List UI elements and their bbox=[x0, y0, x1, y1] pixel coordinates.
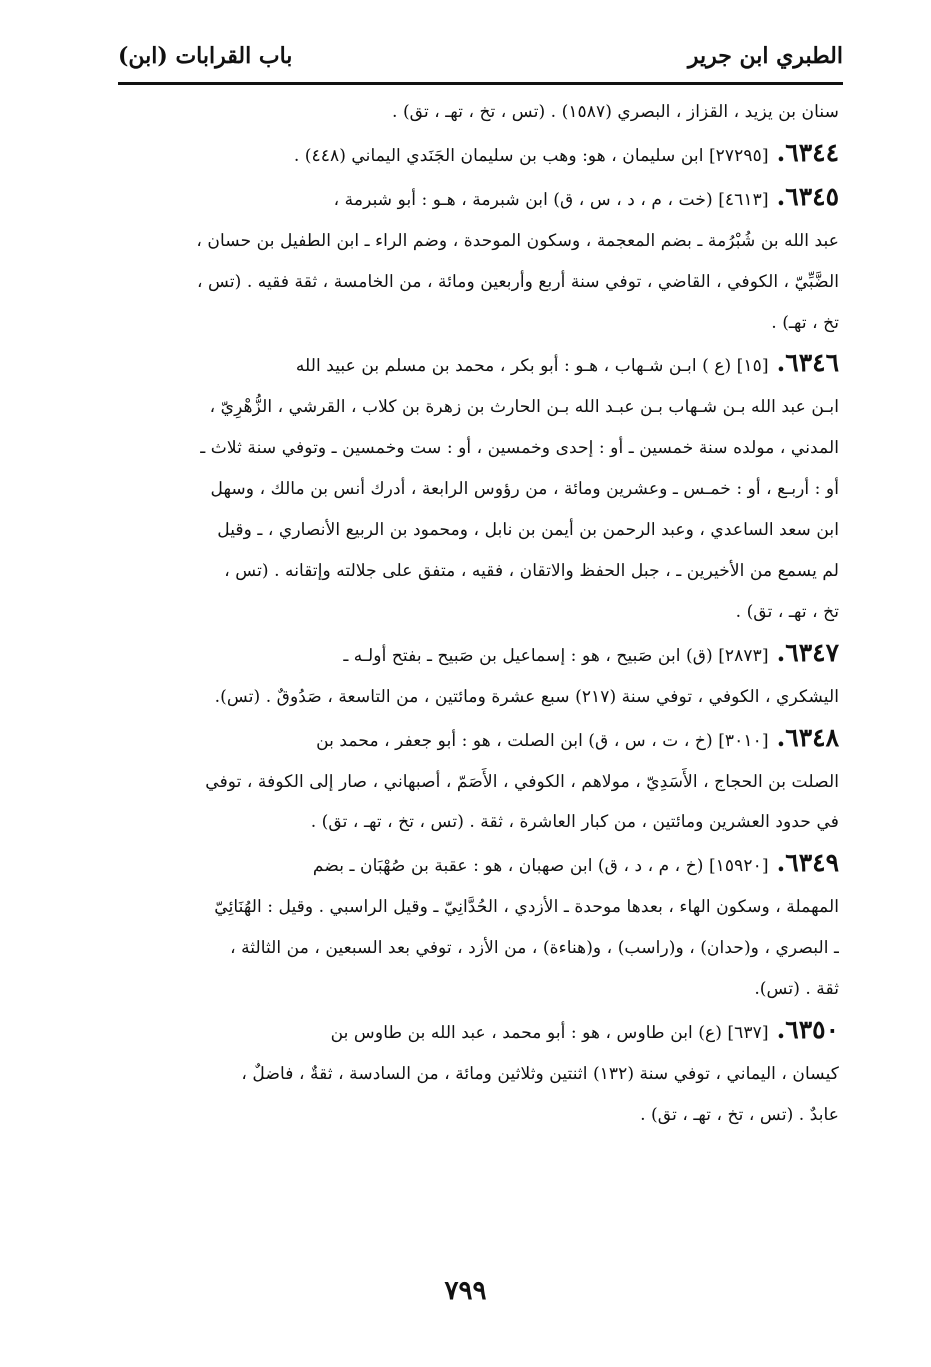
header-divider bbox=[118, 82, 843, 85]
entry-line bbox=[130, 677, 839, 718]
entry-text: [٣٠١٠] (خ ، ت ، س ، ق) ابن الصلت ، هو : أبو جعفر ، محمد بن bbox=[316, 730, 769, 751]
header-chapter-title: باب القرابات (ابن) bbox=[118, 43, 293, 69]
entry-line bbox=[130, 303, 839, 344]
entry-line bbox=[130, 510, 839, 551]
entry-text: ثقة . (تس). bbox=[754, 979, 839, 1000]
entry-number: ٦٣٤٦. bbox=[776, 348, 839, 378]
biography-entry bbox=[130, 718, 839, 844]
biography-entry bbox=[130, 343, 839, 632]
entry-line bbox=[130, 343, 839, 387]
entry-line bbox=[130, 1054, 839, 1095]
entry-line bbox=[130, 177, 839, 221]
entry-line bbox=[130, 262, 839, 303]
page-number: ٧٩٩ bbox=[444, 1276, 487, 1306]
entry-text: ابـن عبد الله بـن شـهاب بـن عبـد الله بـن الحارث بن زهرة بن كلاب ، القرشي ، الزُّهْرِيّ ، bbox=[209, 397, 839, 418]
entry-line bbox=[130, 633, 839, 677]
entry-text: كيسان ، اليماني ، توفي سنة (١٣٢) اثنتين وثلاثين ومائة ، من السادسة ، ثقةٌ ، فاضلٌ ، bbox=[241, 1063, 839, 1084]
entry-number: ٦٣٤٨. bbox=[776, 722, 839, 752]
entry-number: ٦٣٤٤. bbox=[776, 137, 839, 167]
entry-text: لم يسمع من الأخيرين ـ ، جبل الحفظ والاتقان ، فقيه ، متفق على جلالته وإتقانه . (تس ، bbox=[224, 560, 839, 581]
entry-text: اليشكري ، الكوفي ، توفي سنة (٢١٧) سبع عشرة ومائتين ، من التاسعة ، صَدُوقٌ . (تس). bbox=[214, 686, 839, 707]
entry-text: [١٥] (ع ) ابـن شـهاب ، هـو : أبو بكر ، محمد بن مسلم بن عبيد الله bbox=[295, 356, 769, 377]
entry-line bbox=[130, 92, 839, 133]
entry-number: ٦٣٤٩. bbox=[776, 848, 839, 878]
biography-entry bbox=[130, 92, 839, 133]
entry-line bbox=[130, 592, 839, 633]
entry-line bbox=[130, 469, 839, 510]
entry-text: الضَّبِّيّ ، الكوفي ، القاضي ، توفي سنة أربع وأربعين ومائة ، من الخامسة ، ثقة فقيه . (تس ، bbox=[196, 271, 839, 292]
entry-number: ٦٣٤٥. bbox=[776, 181, 839, 211]
entry-line bbox=[130, 1095, 839, 1136]
entry-line bbox=[130, 928, 839, 969]
biography-entry bbox=[130, 133, 839, 177]
entry-line bbox=[130, 762, 839, 803]
entry-number: ٦٣٥٠. bbox=[776, 1014, 839, 1044]
entry-text: [٦٣٧] (ع) ابن طاوس ، هو : أبو محمد ، عبد الله بن طاوس بن bbox=[330, 1022, 769, 1043]
entry-text: تخ ، تهـ ، تق) . bbox=[735, 601, 839, 622]
entry-text: [١٥٩٢٠] (خ ، م ، د ، ق) ابن صهبان ، هو : عقبة بن صُهْبَان ـ بضم bbox=[312, 856, 769, 877]
biography-entry bbox=[130, 177, 839, 344]
entry-text: عابدٌ . (تس ، تخ ، تهـ ، تق) . bbox=[640, 1104, 839, 1125]
entry-text: الصلت بن الحجاج ، الأَسَدِيّ ، مولاهم ، الكوفي ، الأَصَمّ ، أصبهاني ، صار إلى الكوفة ، توفي bbox=[205, 771, 839, 792]
entry-text: ابن سعد الساعدي ، وعبد الرحمن بن أيمن بن نابل ، ومحمود بن الربيع الأنصاري ، ـ وقيل bbox=[217, 520, 839, 541]
entry-text: [٢٨٧٣] (ق) ابن صَبيح ، هو : إسماعيل بن صَبيح ـ بفتح أولـه ـ bbox=[343, 645, 769, 666]
biography-entry bbox=[130, 1010, 839, 1136]
entry-text: تخ ، تهـ) . bbox=[771, 312, 839, 333]
running-header bbox=[118, 36, 843, 76]
biography-entry bbox=[130, 843, 839, 1010]
entry-line bbox=[130, 887, 839, 928]
entry-line bbox=[130, 428, 839, 469]
entry-text: المهملة ، وسكون الهاء ، بعدها موحدة ـ الأزدي ، الحُدَّانِيّ ـ وقيل الراسبي . وقيل : الهُنَائِيّ bbox=[214, 897, 839, 918]
entry-line bbox=[130, 221, 839, 262]
entry-line bbox=[130, 718, 839, 762]
entry-line bbox=[130, 387, 839, 428]
entry-number: ٦٣٤٧. bbox=[776, 637, 839, 667]
entry-text: [٢٧٢٩٥] ابن سليمان ، هو: وهب بن سليمان الجَنَدي اليماني (٤٤٨) . bbox=[293, 145, 769, 166]
entry-text: أو : أربـع ، أو : خمـس ـ وعشرين ومائة ، من رؤوس الرابعة ، أدرك أنس بن مالك ، وسهل bbox=[210, 479, 839, 500]
entry-line bbox=[130, 133, 839, 177]
entry-text: عبد الله بن شُبْرُمة ـ بضم المعجمة ، وسكون الموحدة ، وضم الراء ـ ابن الطفيل بن حسان ، bbox=[196, 230, 839, 251]
entry-line bbox=[130, 843, 839, 887]
biography-entry bbox=[130, 633, 839, 718]
entry-line bbox=[130, 551, 839, 592]
header-book-title: الطبري ابن جرير bbox=[687, 43, 843, 69]
entry-line bbox=[130, 802, 839, 843]
entry-text: سنان بن يزيد ، القزاز ، البصري (١٥٨٧) . (تس ، تخ ، تهـ ، تق) . bbox=[392, 102, 839, 122]
entry-text: المدني ، مولده سنة خمسين ـ أو : إحدى وخمسين ، أو : ست وخمسين ـ وتوفي سنة ثلاث ـ bbox=[200, 438, 839, 459]
entry-text: [٤٦١٣] (خت ، م ، د ، س ، ق) ابن شبرمة ، هـو : أبو شبرمة ، bbox=[333, 189, 769, 210]
entry-text: ـ البصري ، و(حدان) ، و(راسب) ، و(هناءة) ، من الأزد ، توفي بعد السبعين ، من الثالثة ، bbox=[230, 938, 839, 959]
entries-list bbox=[130, 92, 839, 1136]
entry-line bbox=[130, 1010, 839, 1054]
entry-text: في حدود العشرين ومائتين ، من كبار العاشرة ، ثقة . (تس ، تخ ، تهـ ، تق) . bbox=[310, 812, 839, 833]
entry-line bbox=[130, 969, 839, 1010]
